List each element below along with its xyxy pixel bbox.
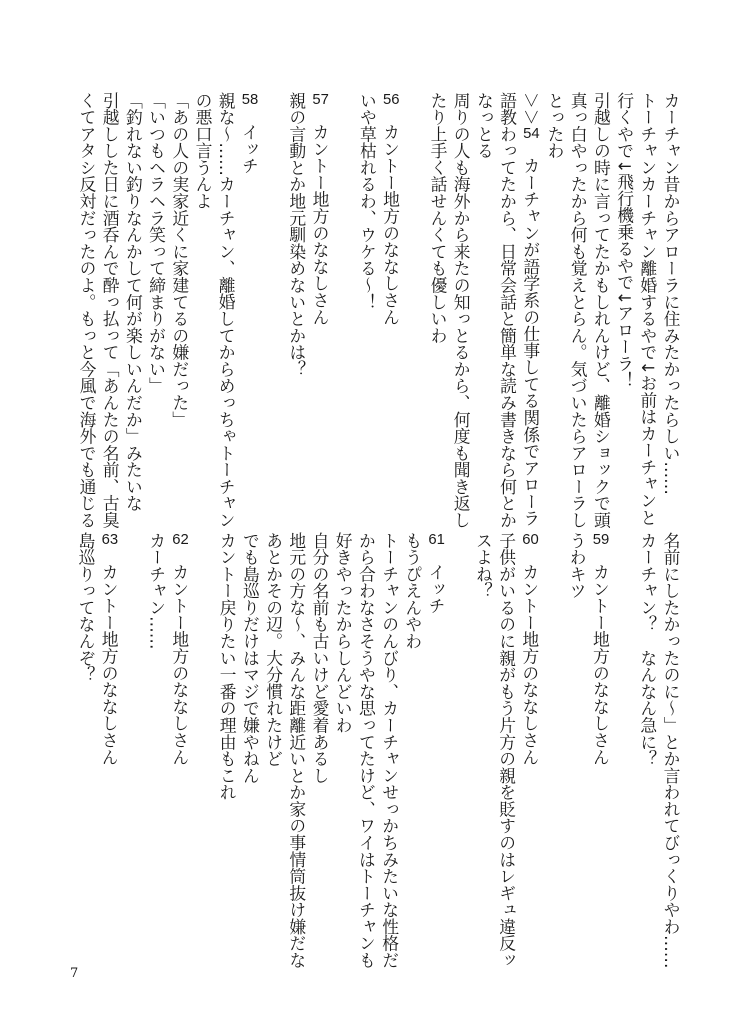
text-line: 引越しの時に言ってたかもしれんけど、離婚ショックで頭: [591, 92, 612, 529]
text-line: 語教わってたから、日常会話と簡単な読み書きなら何とか: [497, 92, 518, 529]
text-line: の悪口言うんよ: [192, 92, 213, 210]
text-line: 地元の方な～、みんな距離近いとか家の事情筒抜け嫌だな: [286, 532, 307, 969]
text-line: カントー戻りたい一番の理由もこれ: [217, 532, 238, 801]
text-line: 「あの人の実家近くに家建てるの嫌だった」: [169, 92, 190, 428]
text-block-bottom: [76, 532, 682, 969]
text-line: ＞＞54 カーチャンが語学系の仕事してる関係でアローラ: [520, 92, 541, 527]
blank-line: [542, 532, 565, 952]
text-line: 59 カントー地方のななしさん: [590, 532, 611, 766]
text-line: 63 カントー地方のななしさん: [99, 532, 120, 766]
blank-line: [121, 532, 144, 952]
text-line: から合わなさそうやな思ってたけど、ワイはトーチャンも: [356, 532, 377, 969]
blank-line: [192, 532, 215, 952]
text-line: トーチャンのんびり、カーチャンせっかちみたいな性格だ: [379, 532, 400, 969]
text-line: 親の言動とか地元馴染めないとかは？: [286, 92, 307, 378]
text-line: あとかその辺。大分慣れたけど: [263, 532, 284, 768]
blank-line: [403, 92, 426, 512]
text-line: カーチャン……: [146, 532, 167, 650]
text-line: 58 イッチ: [239, 92, 260, 175]
text-line: でも島巡りだけはマジで嫌やねん: [240, 532, 261, 784]
text-line: 行くやで↓飛行機乗るやで↓アローラ！: [614, 92, 635, 389]
blank-line: [261, 92, 284, 512]
text-line: 61 イッチ: [426, 532, 447, 615]
text-line: 「いつもヘラヘラ笑って締まりがない」: [146, 92, 167, 395]
blank-line: [448, 532, 471, 952]
text-line: 自分の名前も古いけど愛着あるし: [310, 532, 330, 784]
text-line: 57 カントー地方のななしさん: [309, 92, 330, 326]
text-line: 周りの人も海外から来たの知っとるから、何度も聞き返し: [451, 92, 472, 529]
text-line: くてアタシ反対だったのよ。もっと今風で海外でも通じる: [76, 92, 97, 529]
page-number: 7: [70, 966, 79, 981]
text-line: 60 カントー地方のななしさん: [519, 532, 540, 766]
text-line: カーチャン？ なんなん急に？: [637, 532, 658, 768]
text-line: いや草枯れるわ、ウケる～！: [357, 92, 378, 311]
text-line: 62 カントー地方のななしさん: [169, 532, 190, 766]
text-line: 引越しした日に酒呑んで酔っ払って「あんたの名前、古臭: [100, 92, 121, 529]
text-line: なっとる: [474, 92, 495, 160]
text-line: たり上手く話せんくても優しいわ: [427, 92, 448, 344]
text-line: スよね？: [473, 532, 494, 600]
text-block-top: [76, 92, 682, 529]
text-line: 子供がいるのに親がもう片方の親を貶すのはレギュ違反ッ: [496, 532, 517, 969]
blank-line: [332, 92, 355, 512]
text-line: うわキツ: [567, 532, 588, 600]
text-line: もうぴえんやわ: [402, 532, 423, 650]
text-line: 真っ白やったから何も覚えとらん。気づいたらアローラし: [568, 92, 589, 529]
text-line: 「釣れない釣りなんかして何が楽しいんだか」みたいな: [123, 92, 144, 512]
text-line: カーチャン昔からアローラに住みたかったらしい……: [661, 92, 681, 495]
text-line: とったわ: [544, 92, 565, 160]
text-line: 名前にしたかったのに～」とか言われてびっくりやわ……: [661, 532, 681, 969]
text-line: 56 カントー地方のななしさん: [380, 92, 401, 326]
text-line: 親な～……カーチャン、離婚してからめっちゃトーチャン: [216, 92, 237, 529]
text-line: トーチャンカーチャン離婚するやで↓お前はカーチャンと: [637, 92, 658, 526]
text-line: 島巡りってなんぞ？: [76, 532, 96, 684]
text-line: 好きやったからしんどいわ: [333, 532, 354, 734]
blank-line: [612, 532, 635, 952]
